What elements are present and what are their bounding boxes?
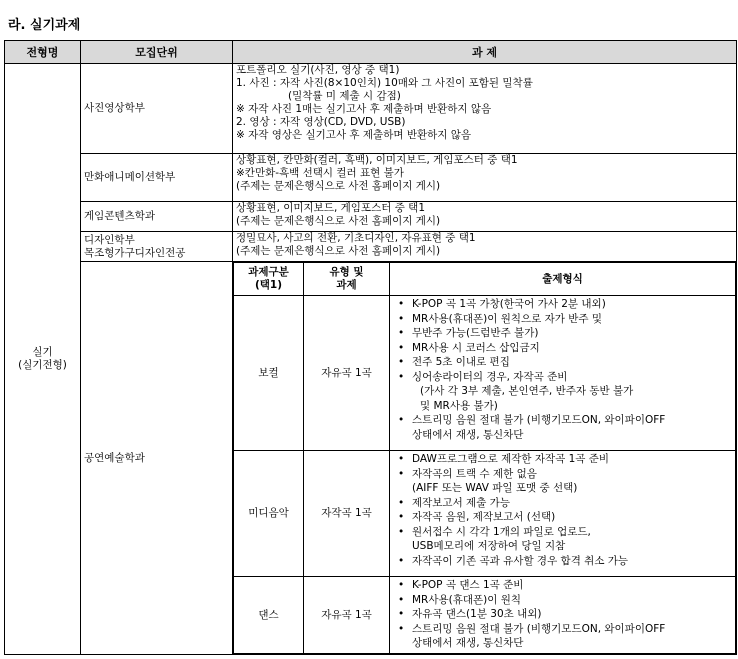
task-design [233,232,737,262]
bullet-item: • 스트리밍 음원 절대 불가 (비행기모드ON, 와이파이OFF 상태에서 재생, 통신차단 [398,622,666,649]
category-midi: 미디음악 [234,451,304,577]
task-game [233,202,737,232]
task-line: 1. 사진 : 자작 사진(8×10인치) 10매와 그 사진이 포함된 밀착률 [236,77,533,89]
bullet-item: • 제작보고서 제출 가능 [398,496,510,509]
sub-header-kind [304,263,390,296]
sub-header-category-line: 과제구분 [248,266,289,278]
header-task: 과 제 [233,41,737,64]
task-line: 상황표현, 칸만화(컬러, 흑백), 이미지보드, 게임포스터 중 택1 [236,154,518,166]
unit-performing-name: 공연예술학과 [84,451,145,464]
bullet-item: • K-POP 곡 1곡 가창(한국어 가사 2분 내외) [398,298,606,310]
task-line: ※칸만화-흑백 선택시 컬러 표현 불가 [236,167,404,179]
section-title: 라. 실기과제 [8,18,81,33]
task-line: 상황표현, 이미지보드, 게임포스터 중 택1 [236,202,425,214]
performing-task-cell [233,262,737,655]
task-line: (밀착률 미 제출 시 감점) [288,90,401,102]
unit-photo [81,64,233,154]
kind-vocal: 자유곡 1곡 [304,296,390,451]
bullet-item: • DAW프로그램으로 제작한 자작곡 1곡 준비 [398,453,610,465]
unit-game [81,202,233,232]
format-dance [390,577,736,654]
sub-header-kind-line: 유형 및 [329,266,364,278]
unit-design [81,232,233,262]
sub-header-kind-line: 과제 [336,279,357,291]
practical-task-table [4,40,737,655]
unit-manhwa [81,154,233,202]
bullet-item: • 자작곡의 트랙 수 제한 없음 (AIFF 또는 WAV 파일 포맷 중 선택) [398,467,578,494]
header-admission-type: 전형명 [5,41,81,64]
unit-game-name: 게임콘텐츠학과 [84,210,156,222]
task-line: 2. 영상 : 자작 영상(CD, DVD, USB) [236,116,406,128]
admission-type-cell [5,64,81,655]
task-photo [233,64,737,154]
unit-performing [81,262,233,655]
kind-midi: 자작곡 1곡 [304,451,390,577]
task-line: (주제는 문제은행식으로 사전 홈페이지 게시) [236,215,441,227]
bullet-item: • 자작곡이 기존 곡과 유사할 경우 합격 취소 가능 [398,554,629,567]
bullet-item: • 자작곡 음원, 제작보고서 (선택) [398,511,556,523]
admission-type-name: 실기 [32,346,53,358]
header-recruit-unit: 모집단위 [81,41,233,64]
task-line: 정밀묘사, 사고의 전환, 기초디자인, 자유표현 중 택1 [236,232,476,244]
bullet-item: • 싱어송라이터의 경우, 자작곡 준비 (가사 각 3부 제출, 본인연주, 반주자 동반 불가 및 MR사용 불가) [398,370,634,412]
format-vocal [390,296,736,451]
bullet-item: • MR사용(휴대폰)이 원칙 [398,593,522,606]
task-line: ※ 자작 영상은 실기고사 후 제출하며 반환하지 않음 [236,129,472,141]
category-dance: 댄스 [234,577,304,654]
bullet-item: • 원서접수 시 각각 1개의 파일로 업로드, USB메모리에 저장하여 당일 지참 [398,525,591,552]
task-manhwa [233,154,737,202]
bullet-item: • 스트리밍 음원 절대 불가 (비행기모드ON, 와이파이OFF 상태에서 재생, 통신차단 [398,414,666,441]
unit-manhwa-name: 만화애니메이션학부 [84,171,176,183]
sub-header-category [234,263,304,296]
bullet-item: • 무반주 가능(드럼반주 불가) [398,327,539,339]
kind-dance: 자유곡 1곡 [304,577,390,654]
performing-sub-table [233,262,736,654]
bullet-item: • K-POP 곡 댄스 1곡 준비 [398,579,524,591]
format-midi [390,451,736,577]
admission-type-sub: (실기전형) [18,359,67,371]
unit-photo-name: 사진영상학부 [84,102,145,114]
task-line: (주제는 문제은행식으로 사전 홈페이지 게시) [236,180,441,192]
sub-header-category-line: (택1) [254,279,283,291]
bullet-item: • 자유곡 댄스(1분 30초 내외) [398,608,542,620]
bullet-item: • 전주 5초 이내로 편집 [398,356,510,368]
task-line: ※ 자작 사진 1매는 실기고사 후 제출하며 반환하지 않음 [236,103,492,115]
unit-design-major: 목조형가구디자인전공 [84,246,186,259]
task-line: (주제는 문제은행식으로 사전 홈페이지 게시) [236,245,441,257]
bullet-item: • MR사용(휴대폰)이 원칙으로 자가 반주 및 [398,312,603,325]
bullet-item: • MR사용 시 코러스 삽입금지 [398,341,540,354]
unit-design-name: 디자인학부 [84,233,135,246]
category-vocal: 보컬 [234,296,304,451]
sub-header-format: 출제형식 [390,263,736,296]
task-line: 포트폴리오 실기(사진, 영상 중 택1) [236,64,400,76]
